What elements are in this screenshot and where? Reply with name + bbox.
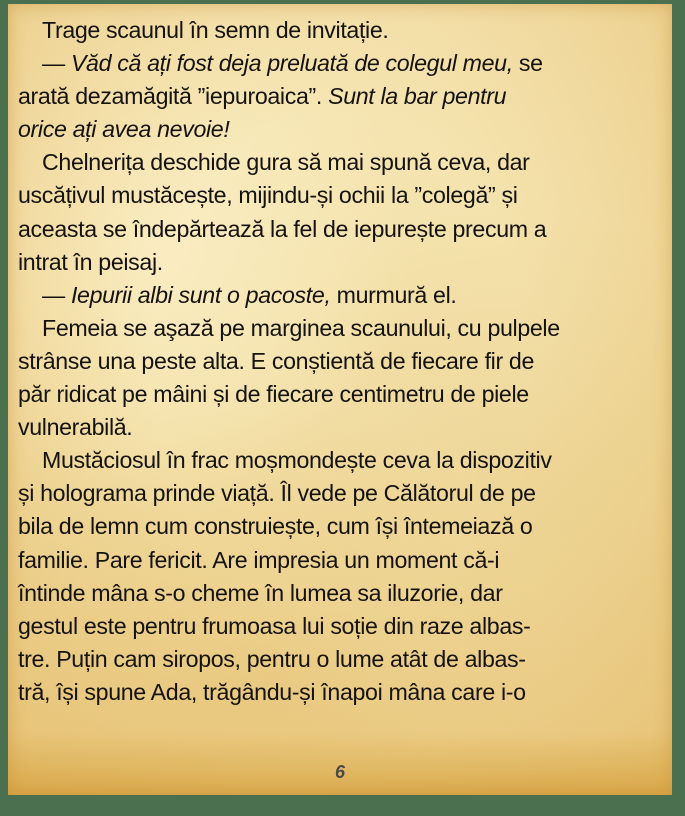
text-segment: Mustăciosul în frac moșmondește ceva la dispozitiv bbox=[42, 447, 552, 474]
page-body-text bbox=[18, 14, 668, 709]
text-segment: gestul este pentru frumoasa lui soție din raze albas- bbox=[18, 612, 531, 639]
text-line bbox=[18, 14, 668, 47]
text-segment: familie. Pare fericit. Are impresia un moment că-i bbox=[18, 546, 500, 573]
text-segment: întinde mâna s-o cheme în lumea sa iluzorie, dar bbox=[18, 579, 503, 606]
text-line bbox=[18, 444, 668, 477]
text-line bbox=[18, 246, 668, 279]
text-line bbox=[18, 80, 668, 113]
text-line bbox=[18, 676, 668, 709]
text-segment: și holograma prinde viață. Îl vede pe Călătorul de pe bbox=[18, 480, 536, 507]
text-line bbox=[18, 378, 668, 411]
text-line bbox=[18, 113, 668, 146]
parchment-page bbox=[8, 4, 672, 795]
italic-dialogue: Iepurii albi sunt o pacoste, bbox=[70, 281, 331, 308]
text-line bbox=[18, 544, 668, 577]
text-line bbox=[18, 345, 668, 378]
text-line bbox=[18, 279, 668, 312]
text-segment: bila de lemn cum construiește, cum își întemeiază o bbox=[18, 513, 533, 540]
text-line bbox=[18, 146, 668, 179]
text-segment: — bbox=[42, 281, 71, 308]
text-segment: se bbox=[512, 50, 543, 77]
text-segment: arată dezamăgită ”iepuroaica”. bbox=[18, 83, 329, 110]
italic-dialogue: Sunt la bar pentru bbox=[328, 83, 507, 110]
text-line bbox=[18, 643, 668, 676]
text-segment: Femeia se aşază pe marginea scaunului, cu pulpele bbox=[42, 314, 560, 341]
text-segment: păr ridicat pe mâini și de fiecare centimetru de piele bbox=[18, 381, 529, 408]
text-line bbox=[18, 610, 668, 643]
text-segment: Trage scaunul în semn de invitație. bbox=[42, 17, 389, 43]
text-segment: vulnerabilă. bbox=[18, 414, 133, 441]
text-segment: tră, își spune Ada, trăgându-și înapoi mâna care i-o bbox=[18, 678, 526, 705]
text-line bbox=[18, 577, 668, 610]
italic-dialogue: orice ați avea nevoie! bbox=[18, 116, 230, 143]
text-line bbox=[18, 47, 668, 80]
text-line bbox=[18, 411, 668, 444]
text-line bbox=[18, 213, 668, 246]
text-line bbox=[18, 312, 668, 345]
text-segment: Chelnerița deschide gura să mai spună ceva, dar bbox=[42, 149, 530, 176]
text-segment: uscățivul mustăcește, mijindu-și ochii la ”colegă” și bbox=[18, 182, 518, 209]
page-number: 6 bbox=[334, 762, 345, 782]
text-segment: aceasta se îndepărtează la fel de iepurește precum a bbox=[18, 215, 547, 242]
text-line bbox=[18, 510, 668, 543]
text-segment: — bbox=[42, 50, 71, 77]
text-line bbox=[18, 477, 668, 510]
italic-dialogue: Văd că ați fost deja preluată de colegul meu, bbox=[70, 50, 513, 77]
text-segment: strânse una peste alta. E conștientă de fiecare fir de bbox=[18, 347, 535, 374]
text-segment: tre. Puțin cam siropos, pentru o lume atât de albas- bbox=[18, 645, 526, 672]
text-segment: murmură el. bbox=[330, 281, 457, 308]
text-line bbox=[18, 179, 668, 212]
text-segment: intrat în peisaj. bbox=[18, 248, 163, 275]
